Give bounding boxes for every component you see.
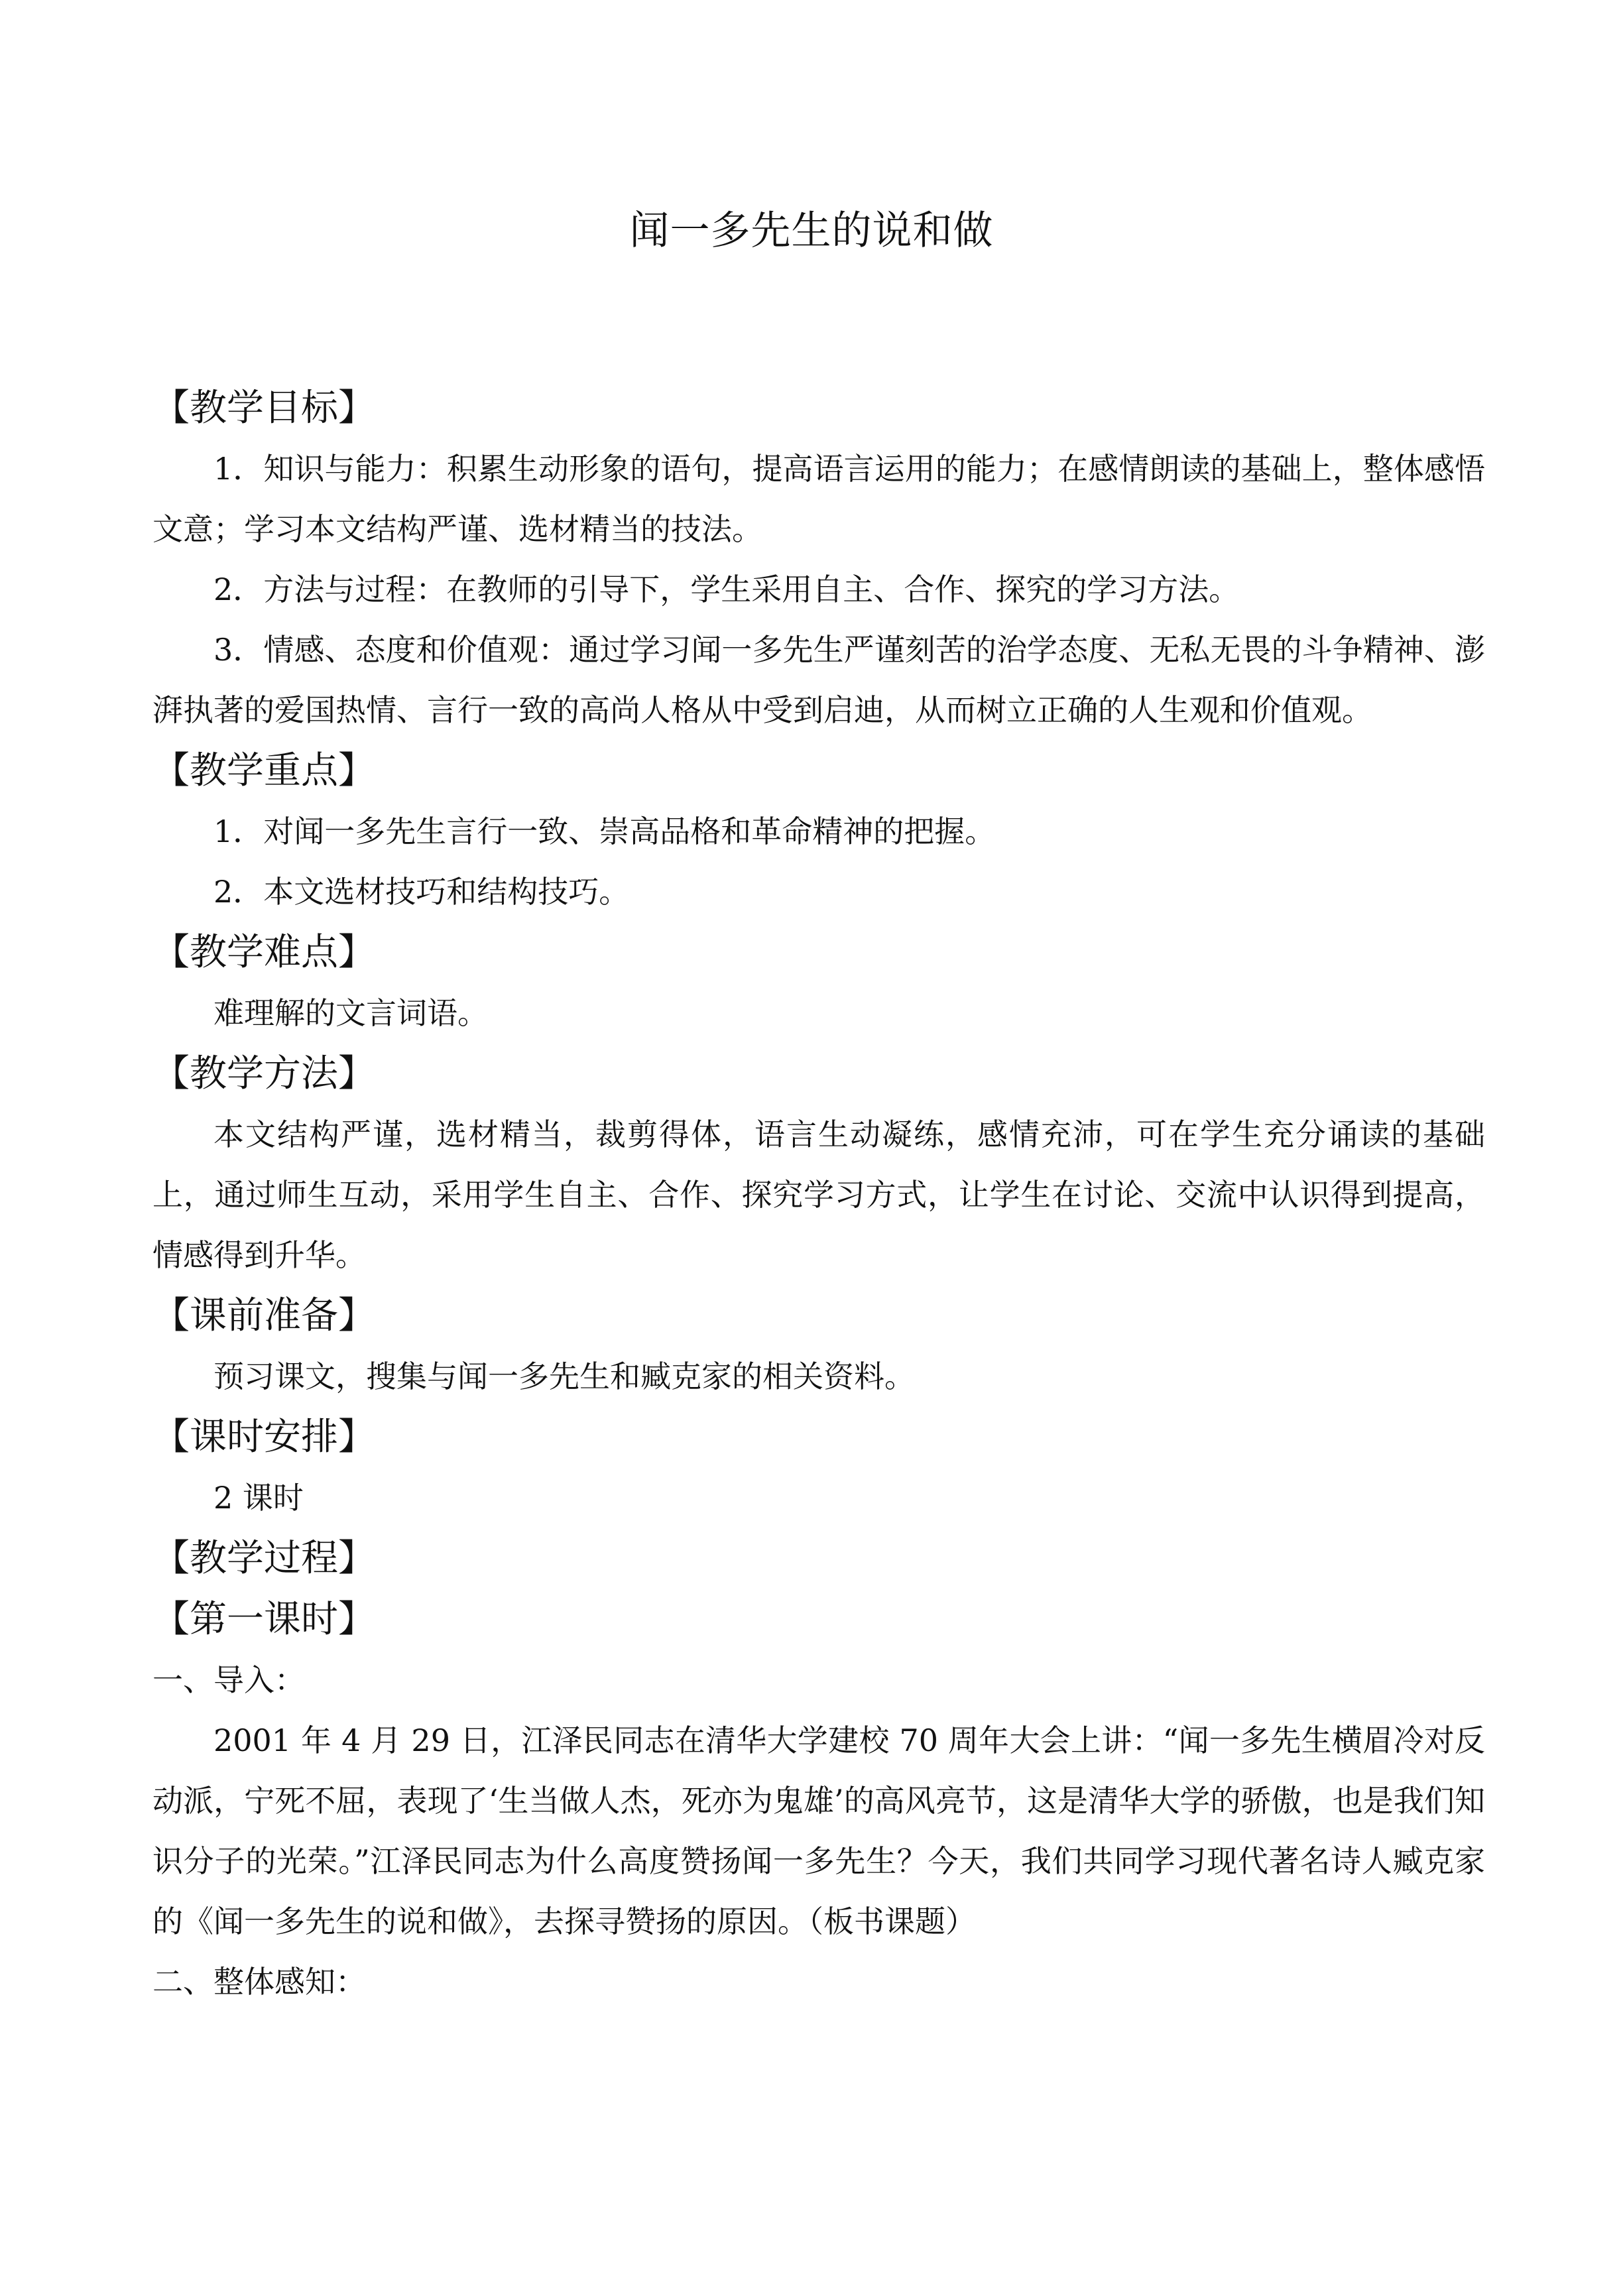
goal-item-1: 1．知识与能力：积累生动形象的语句，提高语言运用的能力；在感情朗读的基础上，整体感悟文意；学习本文结构严谨、选材精当的技法。 <box>152 451 1485 547</box>
heading-difficulties: 【教学难点】 <box>152 931 375 974</box>
schedule-text: 2 课时 <box>213 1480 304 1516</box>
heading-preparation: 【课前准备】 <box>152 1294 375 1337</box>
goal-item-3: 3．情感、态度和价值观：通过学习闻一多先生严谨刻苦的治学态度、无私无畏的斗争精神、澎湃执著的爱国热情、言行一致的高尚人格从中受到启迪，从而树立正确的人生观和价值观。 <box>152 632 1485 728</box>
part-1-text: 2001 年 4 月 29 日，江泽民同志在清华大学建校 70 周年大会上讲：“闻一多先生横眉冷对反动派，宁死不屈，表现了‘生当做人杰，死亦为鬼雄’的高风亮节，这是清华大学的骄傲，也是我们知识分子的光荣。”江泽民同志为什么高度赞扬闻一多先生？今天，我们共同学习现代著名诗人臧克家的《闻一多先生的说和做》，去探寻赞扬的原因。（板书课题） <box>152 1722 1485 1939</box>
part-2-title: 二、整体感知： <box>152 1964 366 2000</box>
part-1-title: 一、导入： <box>152 1662 305 1698</box>
key-point-2: 2．本文选材技巧和结构技巧。 <box>213 874 630 910</box>
goal-item-2: 2．方法与过程：在教师的引导下，学生采用自主、合作、探究的学习方法。 <box>213 572 1240 607</box>
heading-schedule: 【课时安排】 <box>152 1416 375 1459</box>
document-body <box>152 378 1485 2012</box>
difficulties-text: 难理解的文言词语。 <box>213 995 488 1031</box>
preparation-text: 预习课文，搜集与闻一多先生和臧克家的相关资料。 <box>213 1359 915 1394</box>
heading-process: 【教学过程】 <box>152 1537 375 1580</box>
heading-key-points: 【教学重点】 <box>152 749 375 792</box>
methods-text: 本文结构严谨，选材精当，裁剪得体，语言生动凝练，感情充沛，可在学生充分诵读的基础上，通过师生互动，采用学生自主、合作、探究学习方式，让学生在讨论、交流中认识得到提高，情感得到升华。 <box>152 1117 1485 1273</box>
heading-lesson-1: 【第一课时】 <box>152 1598 375 1641</box>
document-title: 闻一多先生的说和做 <box>629 208 994 254</box>
heading-methods: 【教学方法】 <box>152 1052 375 1095</box>
key-point-1: 1．对闻一多先生言行一致、崇高品格和革命精神的把握。 <box>213 814 996 849</box>
heading-teaching-goals: 【教学目标】 <box>152 387 375 430</box>
